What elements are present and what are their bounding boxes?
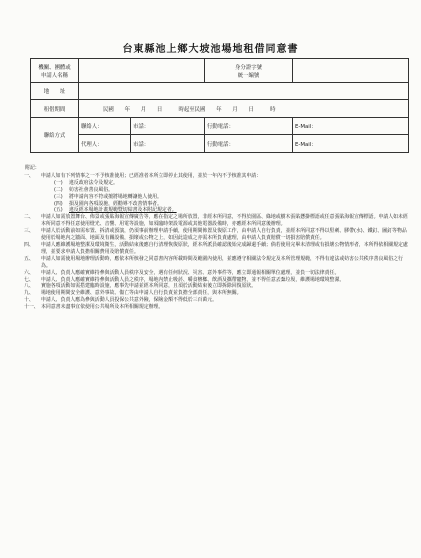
agent-email[interactable]: E-Mail： <box>293 135 409 153</box>
notes-heading: 附記： <box>25 165 40 171</box>
document-title: 台東縣池上鄉大坡池場地租借同意書 <box>122 44 299 55</box>
contact-row-main <box>31 118 409 135</box>
note-item-4: 四、 申請人應維護場地整潔及環境衛生，活動結束後應自行清理恢復原狀，經本所派員確認後始完成歸還手續；倘若使用完畢未清理或有損壞公物情形者，本所得依相關規定處理，並要求申請人負擔相關費用及賠償責任。 <box>24 241 408 255</box>
note-item-3: 三、 申請人於活動前如需布置、拆清或預演，仍須事前辦理申請手續，使用期間佈置及復原工作，由申請人自行負責，並經本所同意不得以堅刺、膠帶(水)、鐵釘、圖釘等物品使用於場地內之牆面、地面及有關設備，損壞或公物之上，如因此造成之亦需本所負責處理，由申請人負責賠償一切損害賠償責任。 <box>24 228 407 242</box>
note-subitem: (二) 妨害社會善良風俗。 <box>54 186 114 193</box>
note-item-5: 五、 申請人如需使用場地辦理活動時，應依本所核發之同意書內容所載時間及範圍內使用，並應遵守相關法令規定及本所管理規範，不得有違法或妨害公共秩序善良風俗之行為。 <box>24 255 403 269</box>
agent-city-phone[interactable]: 市話： <box>131 135 205 153</box>
note-subitem: (五) 違反經本場地計畫規範暨切結書及本附記規定者。 <box>54 207 177 214</box>
note-item-8: 八、 實施各項活動如需搭建臨時設施，應事先申請並經本所同意，且須於活動結束後立即拆除回復原狀。 <box>24 283 257 290</box>
agent-mobile[interactable]: 行動電話： <box>205 135 293 153</box>
id-label: 身分證字號 統一編號 <box>205 59 293 83</box>
notes-section <box>24 165 408 311</box>
note-subitem: (三) 將申請內容不符或擅將場地轉讓他人使用。 <box>54 193 162 200</box>
rental-period-label: 租借期間 <box>31 100 79 118</box>
address-label: 地 址 <box>31 83 79 100</box>
address-field[interactable] <box>79 83 409 100</box>
note-item-7: 七、 申請人、負責人應確實維持參與活動人員之秩序，場地內禁止吸菸、嚼食檳榔、飲酒及攜帶寵物，並不得任意丟棄垃圾，維護場地環境整潔。 <box>24 276 345 283</box>
agent-label: 代理人： <box>79 135 131 153</box>
contact-mobile[interactable]: 行動電話： <box>205 118 293 135</box>
contact-email[interactable]: E-Mail： <box>293 118 409 135</box>
applicant-row <box>31 59 409 83</box>
contact-person-label: 聯絡人： <box>79 118 131 135</box>
application-table <box>30 58 409 153</box>
rental-period-field[interactable]: 民國 年 月 日 時起至民國 年 月 日 時 <box>79 100 409 118</box>
address-row <box>31 83 409 100</box>
note-item-1: 一、 申請人如有下列情事之一不予核准使用；已經准者本所立即停止其使用，並於一年內不予核准其申請： <box>24 172 262 179</box>
note-item-2: 二、 申請人如需放置舞台、佈景或張貼海報宣傳廣告等，應在指定之場所放置，非經本所同意，不得於園區、綠地或樹木張貼懸掛標語或任意張貼海報宣傳標語。申請人如未經本所同意不得任意使用燈光、音響、用電等設施，如須臨時架設電源或其他電器設備時，亦應經本所同意後辦理。 <box>24 214 408 228</box>
rental-period-row <box>31 100 409 118</box>
id-number-field[interactable] <box>293 59 409 83</box>
contact-row-agent <box>31 135 409 153</box>
note-item-9: 九、 場地使用期間安全維護、意外事故、傷亡等由申請人自行負責並負擔全部責任，與本所無關。 <box>24 290 242 297</box>
note-subitem: (四) 損及園內各項設施，經勸導不改善情事者。 <box>54 200 162 207</box>
contact-city-phone[interactable]: 市話： <box>131 118 205 135</box>
note-item-6: 六、 申請人、負責人應確實維持參與活動人員秩序及安全，遇有任何狀況、災害、意外事件等，應立即通報相關單位處理，並負一切法律責任。 <box>24 269 340 276</box>
applicant-name-field[interactable] <box>79 59 205 83</box>
note-item-11: 十一、 本同意書未盡事宜依使用公共場所及本所相關規定辦理。 <box>24 304 164 311</box>
note-item-10: 十、 申請人、負責人應為參與活動人員投保公共意外險，保險金額不得低於三百萬元。 <box>24 297 218 304</box>
note-subitem: (一) 違反政府法令及規定。 <box>54 179 118 186</box>
contact-label: 聯絡方式 <box>31 118 79 153</box>
applicant-label: 機關、團體或 申請人名稱 <box>31 59 79 83</box>
